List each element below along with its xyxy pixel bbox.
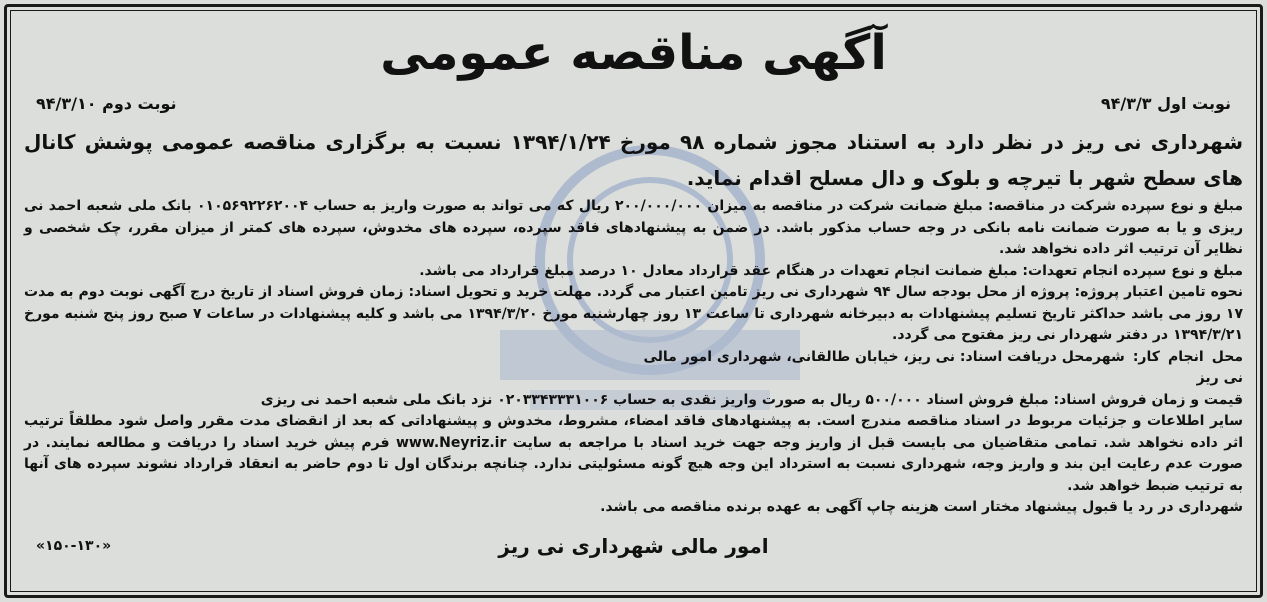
notice-title: آگهی مناقصه عمومی [380,25,887,81]
first-round-date: نوبت اول ۹۴/۳/۳ [1100,94,1231,113]
docs-price-paragraph: قیمت و زمان فروش اسناد: مبلغ فروش اسناد ۵۰۰/۰۰۰ ریال به صورت واریز نقدی به حساب ۰۲۰۳۳۴۳۳۳۱۰۰۶ نزد بانک ملی شعبه احمد نی ریزی [260,391,1243,408]
deposit-paragraph: مبلغ و نوع سپرده شرکت در مناقصه: مبلغ ضمانت شرکت در مناقصه به میزان ۲۰۰/۰۰۰/۰۰۰ ریال که می تواند به صورت واریز به حساب ۰۱۰۵۶۹۲۲۶۲۰۰۴ بانک ملی شعبه احمد نی ریزی و یا به صورت ضمانت نامه بانکی در وجه حساب مذکور باشد. در ضمن به پیشنهادهای فاقد سپرده، سپرده های مخدوش، سپرده های کمتر از میزان مقرر، چک شخصی و نظایر آن ترتیب اثر داده نخواهد شد. [24,198,1244,257]
notice-body [24,124,1243,519]
work-location: محل انجام کار: شهر نی ریز [1093,348,1243,386]
notice-footer [36,534,1231,562]
guarantee-paragraph: مبلغ و نوع سپرده انجام تعهدات: مبلغ ضمانت انجام تعهدات در هنگام عقد قرارداد معادل ۱۰ درصد مبلغ قرارداد می باشد. [419,262,1243,279]
municipality-rights-paragraph: شهرداری در رد یا قبول پیشنهاد مختار است هزینه چاپ آگهی به عهده برنده مناقصه می باشد. [600,499,1243,515]
location-row [24,347,1243,390]
second-round-date: نوبت دوم ۹۴/۳/۱۰ [36,94,177,113]
docs-location: محل دریافت اسناد: نی ریز، خیابان طالقانی، شهرداری امور مالی [643,348,1093,365]
signature: امور مالی شهرداری نی ریز [498,534,769,558]
other-info-paragraph: سایر اطلاعات و جزئیات مربوط در اسناد مناقصه مندرج است. به پیشنهادهای فاقد امضاء، مشروط، مخدوش و پیشنهاداتی که بعد از انقضای مدت مقرر واصل شود مطلقاً ترتیب اثر داده نخواهد شد. تمامی متقاضیان می بایست قبل از واریز وجه جهت خرید اسناد با مراجعه به سایت www.Neyriz.ir فرم پیش خرید اسناد را دریافت و مطالعه نمایند. در صورت عدم رعایت این بند و واریز وجه، شهرداری نسبت به استرداد این وجه هیچ گونه مسئولیتی ندارد. چنانچه برندگان اول تا دوم حاضر به انعقاد قرارداد نشوند سپرده های آنها به ترتیب ضبط خواهد شد. [24,413,1244,494]
notice-intro: شهرداری نی ریز در نظر دارد به استناد مجوز شماره ۹۸ مورخ ۱۳۹۴/۱/۲۴ نسبت به برگزاری مناقصه عمومی پوشش کانال های سطح شهر با تیرچه و بلوک و دال مسلح اقدام نماید. [24,130,1243,190]
funding-paragraph: نحوه تامین اعتبار پروژه: پروژه از محل بودجه سال ۹۴ شهرداری نی ریز تامین اعتبار می گردد. مهلت خرید و تحویل اسناد: زمان فروش اسناد از تاریخ درج آگهی نوبت دوم به مدت ۱۷ روز می باشد حداکثر تاریخ تسلیم پیشنهادات به دبیرخانه شهرداری تا ساعت ۱۳ روز چهارشنبه مورخ ۱۳۹۴/۳/۲۰ می باشد و کلیه پیشنهادات در ساعات ۷ صبح روز پنج شنبه مورخ ۱۳۹۴/۳/۲۱ در دفتر شهردار نی ریز مفتوح می گردد. [24,284,1243,343]
publication-rounds [36,94,1231,120]
reference-code: «۱۵۰-۱۳۰» [36,538,112,554]
